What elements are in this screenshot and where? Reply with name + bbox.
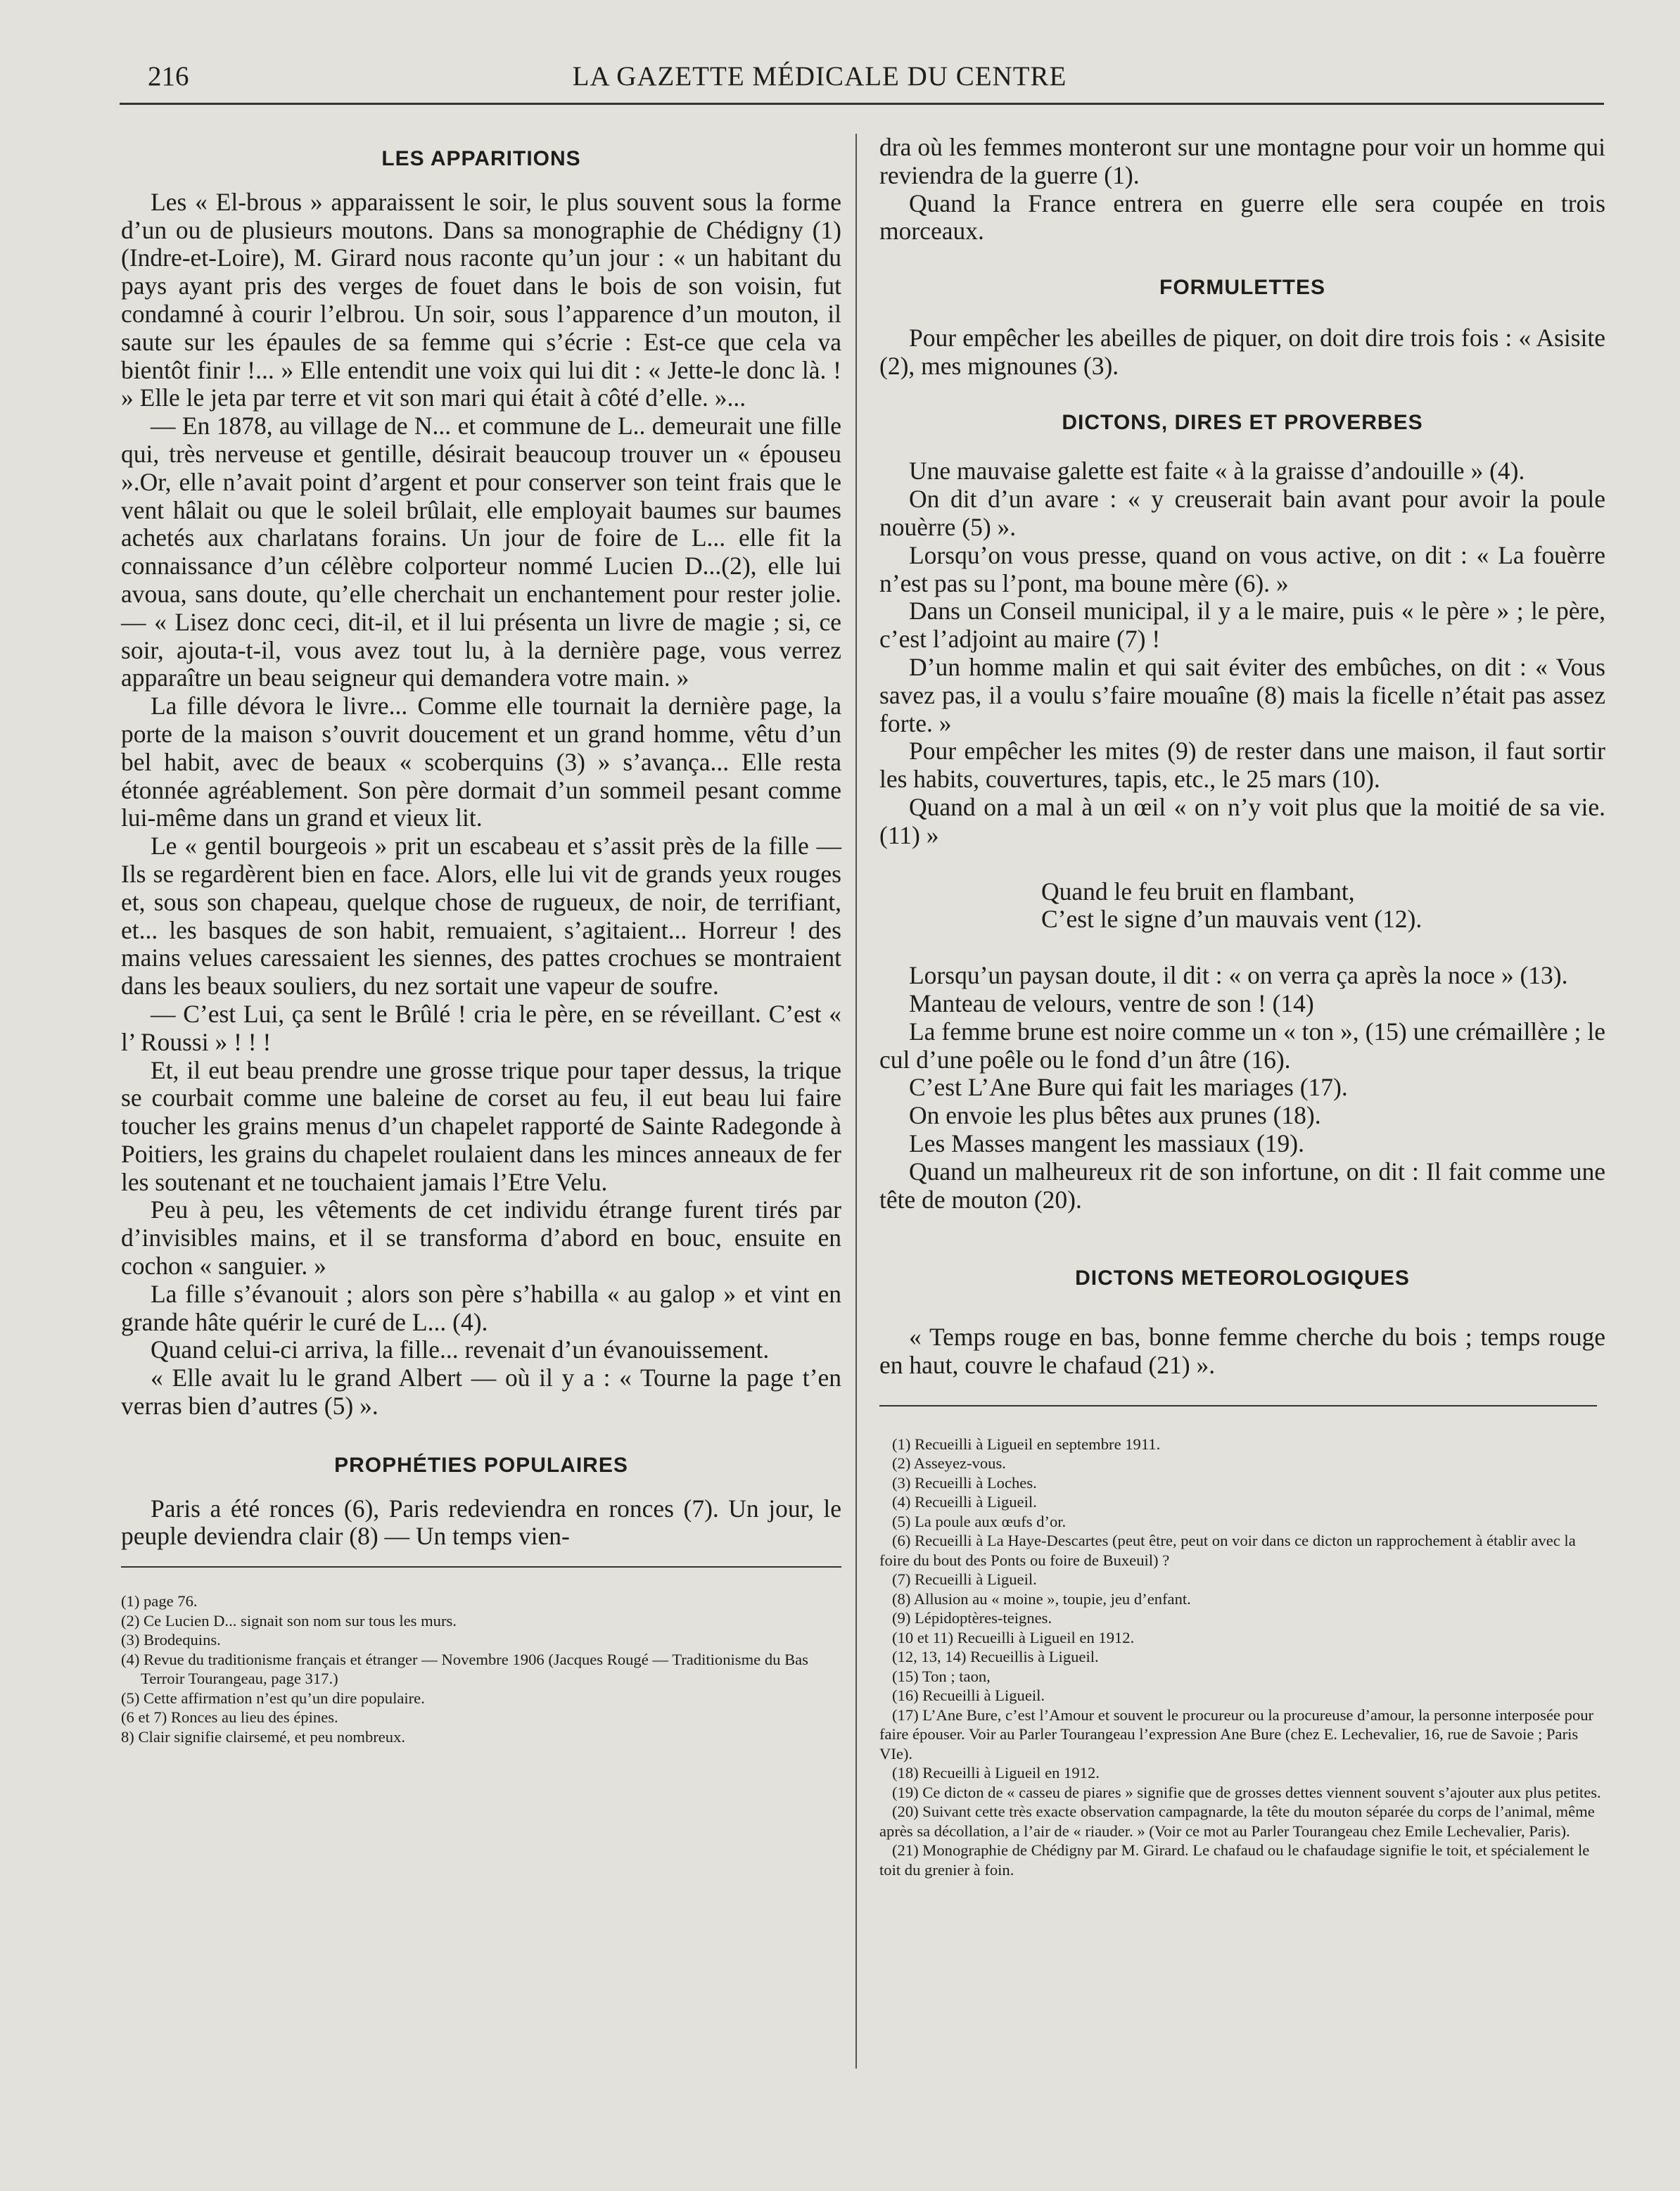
paragraph: Une mauvaise galette est faite « à la graisse d’andouille » (4). xyxy=(909,457,1525,485)
paragraph: Quand celui-ci arriva, la fille... revenait d’un évanouissement. xyxy=(151,1335,770,1364)
section-title-propheties: PROPHÉTIES POPULAIRES xyxy=(334,1453,628,1477)
paragraph: Quand on a mal à un œil « on n’y voit plus que la moitié de sa vie. (11) » xyxy=(879,792,1605,849)
paragraph: La fille s’évanouit ; alors son père s’habilla « au galop » et vint en grande hâte quérir le curé de L... (4). xyxy=(121,1279,841,1336)
footnote: (15) Ton ; taon, xyxy=(892,1667,991,1685)
paragraph: Lorsqu’on vous presse, quand on vous active, on dit : « La fouèrre n’est pas su l’pont, ma boune mère (6). » xyxy=(879,540,1605,597)
footnote: (18) Recueilli à Ligueil en 1912. xyxy=(892,1764,1100,1782)
paragraph: « Temps rouge en bas, bonne femme cherche du bois ; temps rouge en haut, couvre le chafaud (21) ». xyxy=(879,1323,1605,1379)
footnote: (8) Allusion au « moine », toupie, jeu d’enfant. xyxy=(892,1589,1191,1608)
footnote: (21) Monographie de Chédigny par M. Girard. Le chafaud ou le chafaudage signifie le toit, et spécialement le toit du grenier à foin. xyxy=(879,1841,1590,1879)
header-rule xyxy=(120,103,1604,105)
footnote: (2) Ce Lucien D... signait son nom sur tous les murs. xyxy=(121,1611,457,1630)
paragraph: La fille dévora le livre... Comme elle tournait la dernière page, la porte de la maison s’ouvrit doucement et un grand homme, vêtu d’un bel habit, avec de beaux « scoberquins (3) » s’avança... Elle resta étonnée agréablement. Son père dormait d’un sommeil pesant comme lui-même dans un grand et vieux lit. xyxy=(121,692,841,832)
paragraph: Pour empêcher les mites (9) de rester dans une maison, il faut sortir les habits, couvertures, tapis, etc., le 25 mars (10). xyxy=(879,737,1605,794)
right-column xyxy=(879,134,1605,1879)
footnote: (17) L’Ane Bure, c’est l’Amour et souvent le procureur ou la procureuse d’amour, la personne interposée pour faire épouser. Voir au Parler Tourangeau l’expression Ane Bure (chez E. Lechevalier, 16, rue de Savoie ; Paris VIe). xyxy=(879,1706,1594,1763)
paragraph: Le « gentil bourgeois » prit un escabeau et s’assit près de la fille — Ils se regardèrent bien en face. Alors, elle lui vit de grands yeux rouges et, sous son chapeau, quelque chose de rugueux, de noir, de terrifiant, et... les basques de son habit, remuaient, s’agitaient... Horreur ! des mains velues caressaient les siennes, des pattes crochues se montraient dans les beaux souliers, du nez sortait une vapeur de soufre. xyxy=(121,832,841,1001)
footnote: (5) La poule aux œufs d’or. xyxy=(892,1512,1067,1530)
footnote: (10 et 11) Recueilli à Ligueil en 1912. xyxy=(892,1628,1135,1646)
paragraph: Paris a été ronces (6), Paris redeviendra en ronces (7). Un jour, le peuple deviendra clair (8) — Un temps vien- xyxy=(121,1494,841,1551)
footnote: (16) Recueilli à Ligueil. xyxy=(892,1687,1045,1705)
footnote: 8) Clair signifie clairsemé, et peu nombreux. xyxy=(121,1727,406,1746)
footnote: (2) Asseyez-vous. xyxy=(892,1454,1006,1473)
footnote: (1) page 76. xyxy=(121,1592,198,1611)
footnote: (19) Ce dicton de « casseu de piares » signifie que de grosses dettes viennent souvent s’ajouter aux plus petites. xyxy=(892,1783,1601,1801)
footnote: (4) Recueilli à Ligueil. xyxy=(892,1493,1037,1511)
footnote: (6) Recueilli à La Haye-Descartes (peut être, peut on voir dans ce dicton un rapprochement à établir avec la foire du bout des Ponts ou foire de Buxeuil) ? xyxy=(879,1532,1576,1569)
footnote: (4) Revue du traditionisme français et étranger — Novembre 1906 (Jacques Rougé — Traditionisme du Bas Terroir Tourangeau, page 317.) xyxy=(121,1650,808,1688)
paragraph: On dit d’un avare : « y creuserait bain avant pour avoir la poule nouèrre (5) ». xyxy=(879,485,1605,541)
section-title-apparitions: LES APPARITIONS xyxy=(381,147,581,170)
paragraph: Peu à peu, les vêtements de cet individu étrange furent tirés par d’invisibles mains, et il se transforma d’abord en bouc, ensuite en cochon « sanguier. » xyxy=(121,1195,841,1281)
footnote: (5) Cette affirmation n’est qu’un dire populaire. xyxy=(121,1689,425,1707)
footnote: (6 et 7) Ronces au lieu des épines. xyxy=(121,1708,338,1727)
journal-title: LA GAZETTE MÉDICALE DU CENTRE xyxy=(572,61,1067,91)
footnotes-left xyxy=(121,1592,841,1746)
footnote: (1) Recueilli à Ligueil en septembre 1911. xyxy=(892,1435,1161,1453)
footnote: (12, 13, 14) Recueillis à Ligueil. xyxy=(892,1648,1099,1666)
footnote: (3) Recueilli à Loches. xyxy=(892,1473,1037,1492)
footnote: (7) Recueilli à Ligueil. xyxy=(892,1570,1037,1589)
paragraph: — C’est Lui, ça sent le Brûlé ! cria le père, en se réveillant. C’est « l’ Roussi » ! ! ! xyxy=(121,999,841,1056)
rhyme-line: Quand le feu bruit en flambant, xyxy=(1041,877,1355,906)
section-title-formulettes: FORMULETTES xyxy=(1159,276,1325,300)
section-title-dictons: DICTONS, DIRES ET PROVERBES xyxy=(1062,410,1423,434)
paragraph: — En 1878, au village de N... et commune de L.. demeurait une fille qui, très nerveuse et gentille, désirait beaucoup trouver un « épouseu ».Or, elle n’avait point d’argent et pour conserver son teint frais que le vent hâlait ou que le soleil brûlait, elle employait baumes sur baumes achetés aux charlatans forains. Un jour de foire de L... elle fit la connaissance d’un célèbre colporteur nommé Lucien D...(2), elle lui avoua, sans doute, qu’elle cherchait un enchantement pour rester jolie. — « Lisez donc ceci, dit-il, et il lui présenta un livre de magie ; si, ce soir, ajouta-t-il, vous avez tout lu, à la dernière page, vous verrez apparaître un beau seigneur qui demandera votre main. » xyxy=(121,412,841,692)
footnote: (3) Brodequins. xyxy=(121,1631,221,1649)
paragraph: Lorsqu’un paysan doute, il dit : « on verra ça après la noce » (13). xyxy=(909,961,1568,990)
paragraph: dra où les femmes monteront sur une montagne pour voir un homme qui reviendra de la guerre (1). xyxy=(879,133,1605,189)
footnote: (20) Suivant cette très exacte observation campagnarde, la tête du mouton séparée du corps de l’animal, même après sa décollation, a l’air de « riauder. » (Voir ce mot au Parler Tourangeau chez Emile Lechevalier, Paris). xyxy=(879,1803,1595,1840)
paragraph: Quand la France entrera en guerre elle sera coupée en trois morceaux. xyxy=(879,189,1605,246)
paragraph: Pour empêcher les abeilles de piquer, on doit dire trois fois : « Asisite (2), mes mignounes (3). xyxy=(879,323,1605,380)
paragraph: Les Masses mangent les massiaux (19). xyxy=(909,1129,1304,1157)
footnotes-right xyxy=(879,1435,1605,1880)
footnote: (9) Lépidoptères-teignes. xyxy=(892,1609,1052,1627)
paragraph: On envoie les plus bêtes aux prunes (18). xyxy=(909,1101,1321,1130)
column-divider xyxy=(855,134,857,2069)
rhyme xyxy=(879,878,1605,934)
footnote-rule xyxy=(879,1405,1597,1406)
footnote-rule xyxy=(121,1566,841,1568)
paragraph: Quand un malheureux rit de son infortune, on dit : Il fait comme une tête de mouton (20). xyxy=(879,1157,1605,1214)
paragraph: Les « El-brous » apparaissent le soir, le plus souvent sous la forme d’un ou de plusieurs moutons. Dans sa monographie de Chédigny (1) (Indre-et-Loire), M. Girard nous raconte qu’un jour : « un habitant du pays ayant pris des verges de fouet dans le bois de son voisin, fut condamné à courir l’elbrou. Un soir, sous l’apparence d’un mouton, il saute sur les épaules de sa femme qui s’écrie : Est-ce que cela va bientôt finir !... » Elle entendit une voix qui lui dit : « Jette-le donc là. ! » Elle le jeta par terre et vit son mari qui était à côté d’elle. »... xyxy=(121,187,841,412)
paragraph: Et, il eut beau prendre une grosse trique pour taper dessus, la trique se courbait comme une baleine de corset au feu, il eut beau lui faire toucher les grains menus d’un chapelet rapporté de Sainte Radegonde à Poitiers, les grains du chapelet roulaient dans les minces anneaux de fer les soutenant et ne touchaient jamais l’Etre Velu. xyxy=(121,1055,841,1196)
paragraph: Dans un Conseil municipal, il y a le maire, puis « le père » ; le père, c’est l’adjoint au maire (7) ! xyxy=(879,597,1605,654)
left-column xyxy=(121,134,841,1746)
paragraph: La femme brune est noire comme un « ton », (15) une crémaillère ; le cul d’une poêle ou le fond d’un âtre (16). xyxy=(879,1017,1605,1074)
paragraph: Manteau de velours, ventre de son ! (14) xyxy=(909,989,1314,1017)
page-number: 216 xyxy=(148,61,189,91)
page-header xyxy=(148,61,1491,97)
rhyme-line: C’est le signe d’un mauvais vent (12). xyxy=(1041,905,1423,934)
paragraph: D’un homme malin et qui sait éviter des embûches, on dit : « Vous savez pas, il a voulu s’faire mouaîne (8) mais la ficelle n’était pas assez forte. » xyxy=(879,652,1605,737)
section-title-meteorologiques: DICTONS METEOROLOGIQUES xyxy=(1075,1266,1410,1290)
paragraph: C’est L’Ane Bure qui fait les mariages (17). xyxy=(909,1073,1348,1102)
paragraph: « Elle avait lu le grand Albert — où il y a : « Tourne la page t’en verras bien d’autres (5) ». xyxy=(121,1364,841,1421)
